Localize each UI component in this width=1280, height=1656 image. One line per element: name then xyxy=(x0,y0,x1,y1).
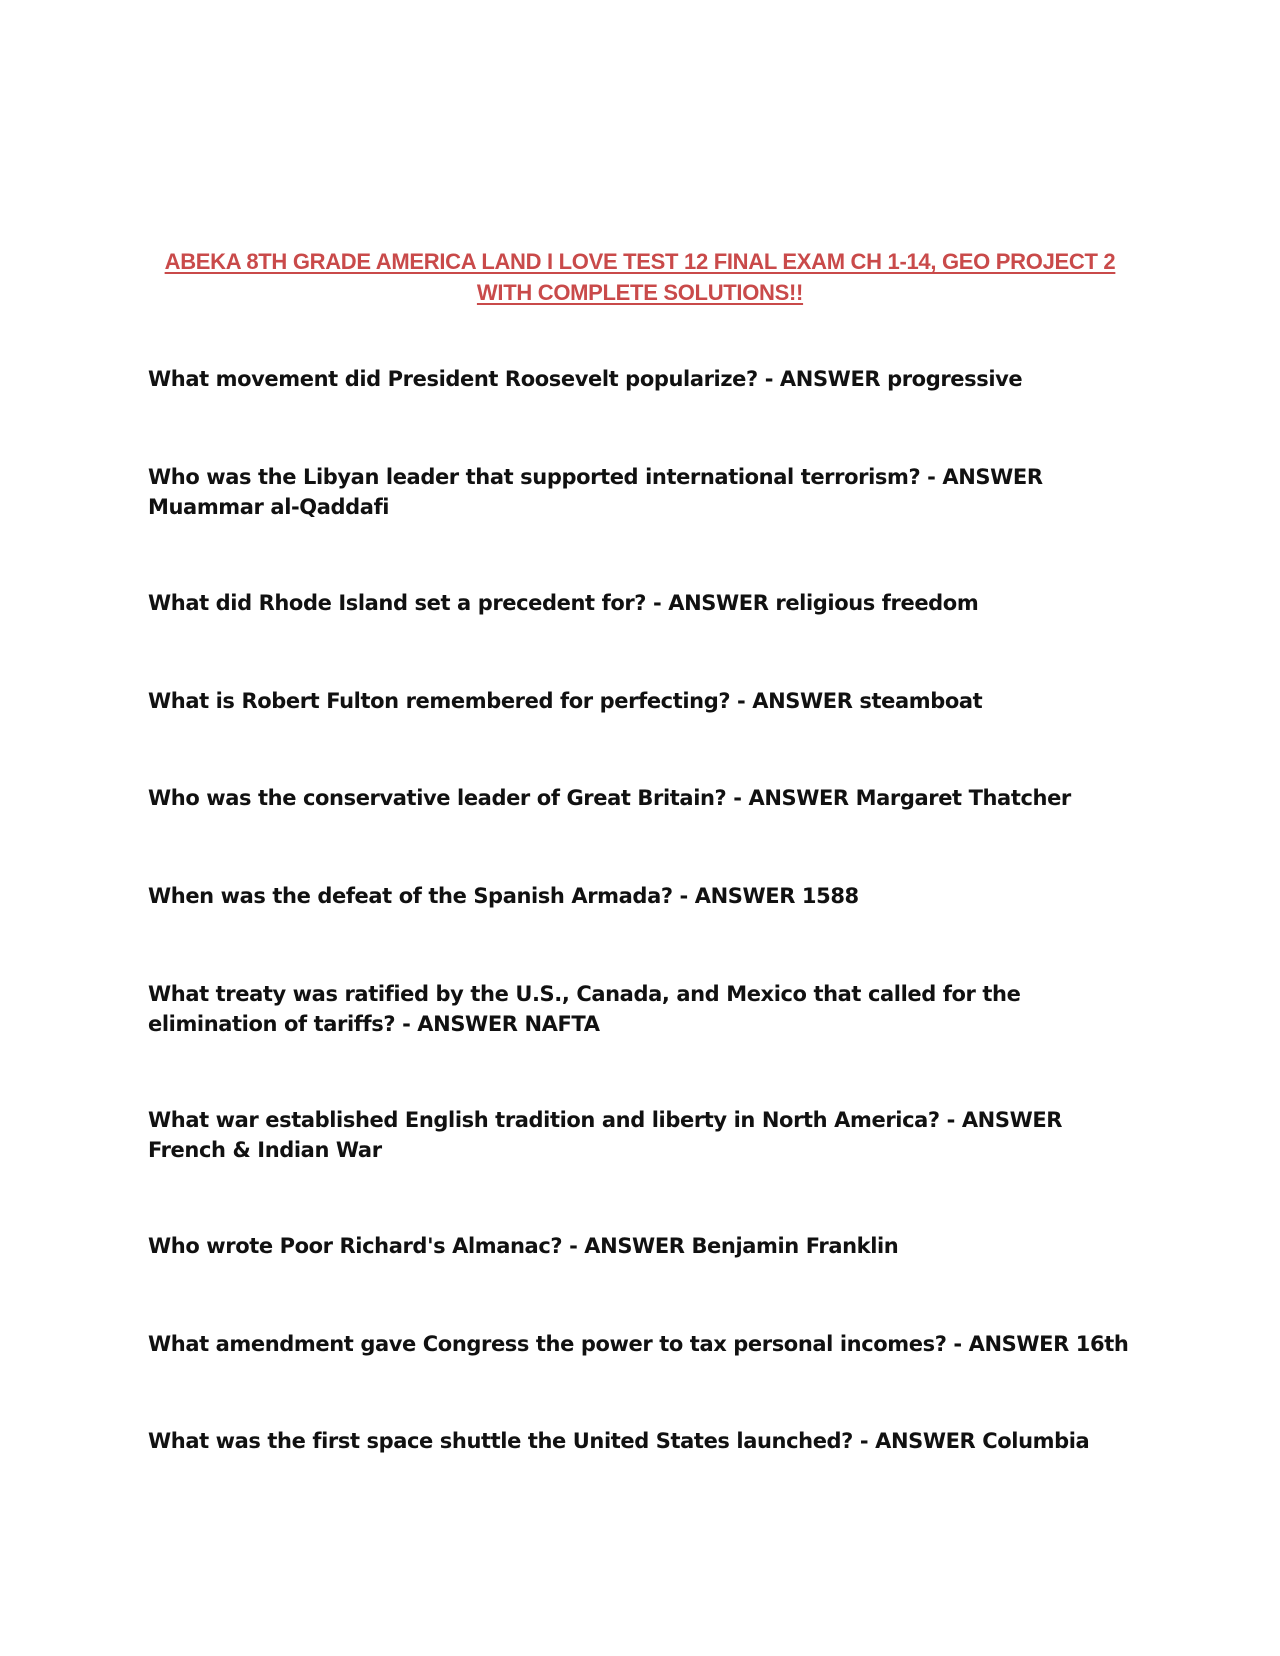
answer-separator: - ANSWER xyxy=(852,1429,983,1453)
answer-text: French & Indian War xyxy=(148,1138,382,1162)
question-text: Who was the conservative leader of Great Britain? xyxy=(148,786,727,810)
qa-item-5 xyxy=(148,783,1138,813)
qa-item-7 xyxy=(148,979,1138,1039)
answer-text: steamboat xyxy=(859,689,983,713)
question-text: What treaty was ratified by the U.S., Canada, and Mexico that called for the elimination of tariffs? xyxy=(148,982,1021,1036)
answer-text: 1588 xyxy=(801,884,859,908)
answer-text: Muammar al-Qaddafi xyxy=(148,495,390,519)
answer-separator: - ANSWER xyxy=(939,1108,1063,1132)
answer-separator: - ANSWER xyxy=(672,884,802,908)
qa-item-1 xyxy=(148,364,1138,394)
answer-text: religious freedom xyxy=(775,591,979,615)
qa-item-6 xyxy=(148,881,1138,911)
question-text: What was the first space shuttle the United States launched? xyxy=(148,1429,853,1453)
answer-separator: - ANSWER xyxy=(730,689,860,713)
answer-text: Margaret Thatcher xyxy=(855,786,1071,810)
question-text: Who wrote Poor Richard's Almanac? xyxy=(148,1234,563,1258)
answer-text: Benjamin Franklin xyxy=(691,1234,899,1258)
document-title: ABEKA 8TH GRADE AMERICA LAND I LOVE TEST 12 FINAL EXAM CH 1-14, GEO PROJECT 2 WITH COMPLETE SOLUTIONS!! xyxy=(164,249,1116,305)
answer-text: progressive xyxy=(887,367,1023,391)
question-text: What movement did President Roosevelt popularize? xyxy=(148,367,758,391)
answer-text: 16th xyxy=(1075,1332,1129,1356)
answer-separator: - ANSWER xyxy=(920,465,1043,489)
question-text: When was the defeat of the Spanish Armada? xyxy=(148,884,673,908)
answer-separator: - ANSWER xyxy=(646,591,776,615)
qa-item-9 xyxy=(148,1231,1138,1261)
question-text: What is Robert Fulton remembered for perfecting? xyxy=(148,689,731,713)
qa-item-4 xyxy=(148,686,1138,716)
answer-text: NAFTA xyxy=(524,1012,600,1036)
qa-item-11 xyxy=(148,1426,1138,1456)
answer-separator: - ANSWER xyxy=(757,367,888,391)
question-text: What amendment gave Congress the power to tax personal incomes? xyxy=(148,1332,947,1356)
answer-separator: - ANSWER xyxy=(946,1332,1076,1356)
answer-text: Columbia xyxy=(982,1429,1090,1453)
qa-item-8 xyxy=(148,1105,1138,1165)
qa-item-10 xyxy=(148,1329,1138,1359)
qa-item-3 xyxy=(148,588,1138,618)
question-text: What did Rhode Island set a precedent for? xyxy=(148,591,647,615)
question-text: Who was the Libyan leader that supported international terrorism? xyxy=(148,465,921,489)
answer-separator: - ANSWER xyxy=(395,1012,525,1036)
answer-separator: - ANSWER xyxy=(726,786,856,810)
qa-item-2 xyxy=(148,462,1138,522)
answer-separator: - ANSWER xyxy=(562,1234,692,1258)
question-text: What war established English tradition and liberty in North America? xyxy=(148,1108,940,1132)
